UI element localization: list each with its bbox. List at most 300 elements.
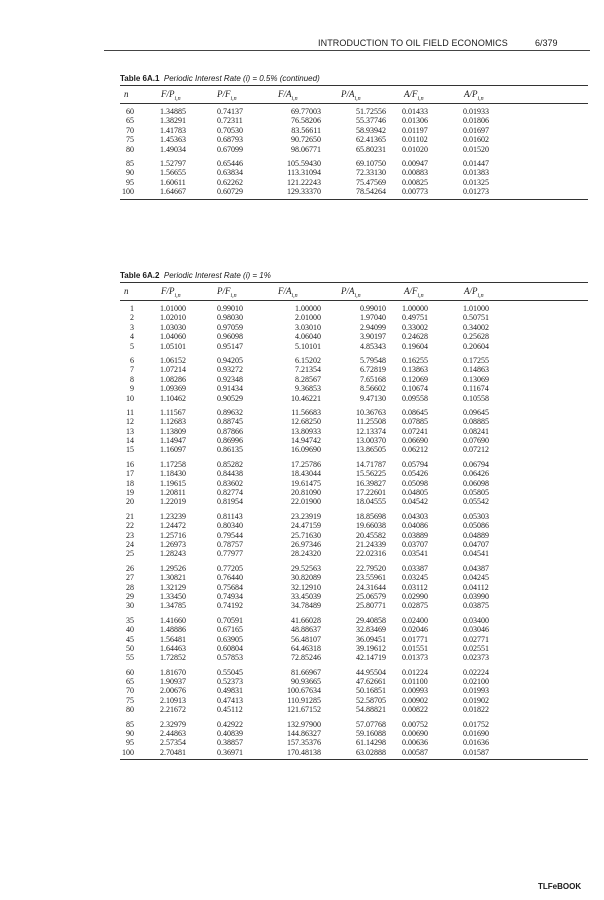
table-body [120,301,588,757]
value-cell: 0.99010 [360,304,386,313]
table-row [120,469,588,478]
table-row [120,427,588,436]
value-cell: 56.48107 [291,634,321,644]
period-cell: 4 [130,332,134,342]
value-cell: 0.05086 [463,521,489,531]
value-cell: 18.04555 [356,497,386,507]
value-cell: 44.95504 [356,667,386,677]
value-cell: 0.08241 [463,426,489,436]
row-group [120,154,588,197]
value-cell: 0.92348 [217,374,243,384]
value-cell: 1.14947 [160,436,186,446]
value-cell: 1.18430 [160,469,186,479]
column-header-subscript: i,n [354,95,361,102]
value-cell: 0.05303 [463,511,489,521]
value-cell: 11.25508 [356,417,386,427]
value-cell: 121.22243 [287,177,321,187]
value-cell: 0.00902 [402,695,428,705]
value-cell: 0.95147 [217,341,243,351]
value-cell: 113.31094 [287,168,321,178]
value-cell: 16.09690 [291,445,321,455]
value-cell: 0.01520 [463,144,489,154]
value-cell: 0.03245 [402,573,428,583]
value-cell: 0.03387 [402,563,428,573]
value-cell: 0.03400 [463,615,489,625]
value-cell: 0.60804 [217,643,243,653]
value-cell: 0.00690 [402,729,428,739]
table-body [120,104,588,197]
period-cell: 95 [126,177,134,187]
value-cell: 0.00825 [402,177,428,187]
value-cell: 1.07214 [160,365,186,375]
footer-watermark: TLFeBOOK [538,882,582,891]
value-cell: 0.02046 [402,625,428,635]
value-cell: 1.32129 [160,582,186,592]
period-cell: 100 [122,747,134,757]
column-header-symbol: F/A [278,89,292,99]
table-row [120,738,588,747]
table-row [120,677,588,686]
value-cell: 0.02400 [402,615,428,625]
period-cell: 29 [126,591,134,601]
value-cell: 0.00883 [402,168,428,178]
column-header-subscript: i,n [230,292,237,299]
value-cell: 0.36971 [217,747,243,757]
value-cell: 105.59430 [287,158,321,168]
value-cell: 2.44863 [160,729,186,739]
value-cell: 0.42922 [217,719,243,729]
period-cell: 60 [126,667,134,677]
value-cell: 22.01900 [291,497,321,507]
value-cell: 64.46318 [291,643,321,653]
value-cell: 0.03990 [463,591,489,601]
value-cell: 0.86996 [217,436,243,446]
value-cell: 0.49751 [402,313,428,323]
value-cell: 0.13069 [463,374,489,384]
value-cell: 1.28243 [160,549,186,559]
value-cell: 0.01993 [463,686,489,696]
period-cell: 23 [126,530,134,540]
value-cell: 1.48886 [160,625,186,635]
value-cell: 0.07241 [402,426,428,436]
value-cell: 0.63834 [217,168,243,178]
period-cell: 15 [126,445,134,455]
value-cell: 0.07885 [402,417,428,427]
table-row [120,668,588,677]
value-cell: 0.01373 [402,653,428,663]
value-cell: 1.26973 [160,539,186,549]
value-cell: 0.91434 [217,384,243,394]
value-cell: 1.23239 [160,511,186,521]
value-cell: 1.01000 [463,304,489,313]
value-cell: 20.45582 [356,530,386,540]
value-cell: 1.34785 [160,601,186,611]
value-cell: 52.58705 [356,695,386,705]
value-cell: 1.05101 [160,341,186,351]
header-rule [104,50,590,51]
value-cell: 0.52373 [217,677,243,687]
value-cell: 0.34002 [463,322,489,332]
table-row [120,394,588,403]
value-cell: 0.70530 [217,125,243,135]
value-cell: 0.40839 [217,729,243,739]
column-header-symbol: F/P [161,286,175,296]
value-cell: 69.77003 [291,107,321,116]
value-cell: 0.77977 [217,549,243,559]
value-cell: 7.21354 [295,365,321,375]
column-header-symbol: A/F [404,286,418,296]
value-cell: 19.66038 [356,521,386,531]
table-row [120,313,588,322]
value-cell: 0.01636 [463,738,489,748]
value-cell: 0.03541 [402,549,428,559]
value-cell: 36.09451 [356,634,386,644]
value-cell: 15.56225 [356,469,386,479]
value-cell: 25.71630 [291,530,321,540]
table-bottom-rule [120,199,588,200]
table-label: Table 6A.2 [120,271,160,280]
value-cell: 0.05426 [402,469,428,479]
value-cell: 0.89632 [217,407,243,417]
value-cell: 63.02888 [356,747,386,757]
period-cell: 12 [126,417,134,427]
column-header [161,89,181,102]
value-cell: 0.67099 [217,144,243,154]
value-cell: 12.68250 [291,417,321,427]
value-cell: 0.03707 [402,539,428,549]
value-cell: 1.64463 [160,643,186,653]
value-cell: 83.56611 [291,125,321,135]
value-cell: 0.72311 [217,116,243,126]
value-cell: 3.03010 [295,322,321,332]
value-cell: 0.04541 [463,549,489,559]
value-cell: 29.40858 [356,615,386,625]
value-cell: 0.19604 [402,341,428,351]
column-header-symbol: n [124,286,129,296]
value-cell: 9.47130 [360,393,386,403]
value-cell: 0.04707 [463,539,489,549]
value-cell: 0.01587 [463,747,489,757]
period-cell: 100 [122,187,134,197]
value-cell: 100.67634 [287,686,321,696]
value-cell: 0.90529 [217,393,243,403]
column-header [124,89,129,99]
value-cell: 1.20811 [160,488,186,498]
period-cell: 80 [126,705,134,715]
column-header [161,286,181,299]
value-cell: 0.96098 [217,332,243,342]
value-cell: 25.80771 [356,601,386,611]
value-cell: 17.22601 [356,488,386,498]
value-cell: 0.01822 [463,705,489,715]
value-cell: 0.08885 [463,417,489,427]
value-cell: 2.57354 [160,738,186,748]
value-cell: 18.43044 [291,469,321,479]
period-cell: 95 [126,738,134,748]
column-header-symbol: F/P [161,89,175,99]
value-cell: 0.60729 [217,187,243,197]
value-cell: 12.13374 [356,426,386,436]
period-cell: 1 [130,304,134,313]
table-row [120,625,588,634]
value-cell: 0.25628 [463,332,489,342]
period-cell: 3 [130,322,134,332]
value-cell: 78.54264 [356,187,386,197]
value-cell: 0.74137 [217,107,243,116]
value-cell: 0.02875 [402,601,428,611]
table-row [120,686,588,695]
value-cell: 3.90197 [360,332,386,342]
column-header-subscript: i,n [230,95,237,102]
value-cell: 90.93665 [291,677,321,687]
value-cell: 26.97346 [291,539,321,549]
period-cell: 20 [126,497,134,507]
value-cell: 0.01306 [402,116,428,126]
period-cell: 90 [126,729,134,739]
period-cell: 17 [126,469,134,479]
value-cell: 6.15202 [295,355,321,365]
value-cell: 0.06690 [402,436,428,446]
table-row [120,145,588,154]
period-cell: 75 [126,135,134,145]
period-cell: 70 [126,125,134,135]
value-cell: 2.10913 [160,695,186,705]
value-cell: 5.10101 [295,341,321,351]
table-row [120,107,588,116]
value-cell: 1.08286 [160,374,186,384]
value-cell: 132.97900 [287,719,321,729]
period-cell: 5 [130,341,134,351]
table-row [120,653,588,662]
period-cell: 16 [126,459,134,469]
value-cell: 0.07212 [463,445,489,455]
period-cell: 90 [126,168,134,178]
value-cell: 0.00752 [402,719,428,729]
period-cell: 21 [126,511,134,521]
value-cell: 9.36853 [295,384,321,394]
period-cell: 70 [126,686,134,696]
value-cell: 121.67152 [287,705,321,715]
value-cell: 0.10674 [402,384,428,394]
table-row [120,601,588,610]
value-cell: 0.04387 [463,563,489,573]
value-cell: 81.66967 [291,667,321,677]
table-row [120,384,588,393]
table-row [120,512,588,521]
row-group [120,104,588,154]
table-row [120,583,588,592]
value-cell: 57.07768 [356,719,386,729]
value-cell: 0.75684 [217,582,243,592]
value-cell: 0.83602 [217,478,243,488]
value-cell: 0.82774 [217,488,243,498]
value-cell: 14.71787 [356,459,386,469]
value-cell: 24.31644 [356,582,386,592]
value-cell: 1.41783 [160,125,186,135]
period-cell: 6 [130,355,134,365]
row-group [120,715,588,758]
value-cell: 0.62262 [217,177,243,187]
value-cell: 2.32979 [160,719,186,729]
value-cell: 0.74192 [217,601,243,611]
value-cell: 4.06040 [295,332,321,342]
period-cell: 40 [126,625,134,635]
table-title: Periodic Interest Rate (i) = 1% [163,271,271,280]
value-cell: 0.06212 [402,445,428,455]
value-cell: 0.00822 [402,705,428,715]
period-cell: 50 [126,643,134,653]
value-cell: 1.97040 [360,313,386,323]
value-cell: 0.79544 [217,530,243,540]
period-cell: 30 [126,601,134,611]
table-row [120,540,588,549]
period-cell: 2 [130,313,134,323]
period-cell: 26 [126,563,134,573]
value-cell: 33.45039 [291,591,321,601]
value-cell: 55.37746 [356,116,386,126]
table-row [120,342,588,351]
period-cell: 24 [126,539,134,549]
value-cell: 5.79548 [360,355,386,365]
value-cell: 129.33370 [287,187,321,197]
column-header-symbol: F/A [278,286,292,296]
table-row [120,365,588,374]
value-cell: 1.25716 [160,530,186,540]
value-cell: 0.77205 [217,563,243,573]
value-cell: 110.91285 [287,695,321,705]
table-row [120,168,588,177]
value-cell: 0.00636 [402,738,428,748]
value-cell: 1.72852 [160,653,186,663]
value-cell: 0.63905 [217,634,243,644]
value-cell: 1.52797 [160,158,186,168]
value-cell: 0.57853 [217,653,243,663]
value-cell: 34.78489 [291,601,321,611]
row-group [120,403,588,455]
value-cell: 0.00993 [402,686,428,696]
table-row [120,408,588,417]
table-row [120,417,588,426]
value-cell: 1.64667 [160,187,186,197]
value-cell: 0.01447 [463,158,489,168]
table-row [120,178,588,187]
value-cell: 0.50751 [463,313,489,323]
column-header [278,286,298,299]
value-cell: 0.08645 [402,407,428,417]
table-row [120,748,588,757]
period-cell: 19 [126,488,134,498]
table-row [120,549,588,558]
value-cell: 0.13863 [402,365,428,375]
value-cell: 0.12069 [402,374,428,384]
value-cell: 0.06426 [463,469,489,479]
value-cell: 2.00676 [160,686,186,696]
table-row [120,375,588,384]
value-cell: 13.80933 [291,426,321,436]
value-cell: 28.24320 [291,549,321,559]
column-header [404,89,424,102]
value-cell: 0.01197 [402,125,428,135]
value-cell: 1.33450 [160,591,186,601]
value-cell: 0.05542 [463,497,489,507]
value-cell: 0.45112 [217,705,243,715]
value-cell: 69.10750 [356,158,386,168]
value-cell: 10.46221 [291,393,321,403]
table-row [120,479,588,488]
value-cell: 0.85282 [217,459,243,469]
value-cell: 50.16851 [356,686,386,696]
value-cell: 0.02771 [463,634,489,644]
column-header-symbol: P/A [341,89,355,99]
table-row [120,497,588,506]
value-cell: 32.83469 [356,625,386,635]
value-cell: 17.25786 [291,459,321,469]
table-row [120,304,588,313]
table-row [120,729,588,738]
value-cell: 0.01771 [402,634,428,644]
value-cell: 1.11567 [160,407,186,417]
period-cell: 85 [126,158,134,168]
running-head [0,0,604,50]
value-cell: 6.72819 [360,365,386,375]
value-cell: 4.85343 [360,341,386,351]
period-cell: 80 [126,144,134,154]
value-cell: 0.01551 [402,643,428,653]
value-cell: 170.48138 [287,747,321,757]
column-header-symbol: P/F [217,286,231,296]
value-cell: 7.65168 [360,374,386,384]
table-row [120,616,588,625]
value-cell: 8.56602 [360,384,386,394]
value-cell: 0.86135 [217,445,243,455]
value-cell: 0.74934 [217,591,243,601]
value-cell: 0.02100 [463,677,489,687]
value-cell: 18.85698 [356,511,386,521]
column-header-symbol: A/F [404,89,418,99]
period-cell: 13 [126,426,134,436]
column-header-symbol: A/P [464,89,478,99]
value-cell: 14.94742 [291,436,321,446]
table-row [120,705,588,714]
row-group [120,663,588,715]
value-cell: 21.24339 [356,539,386,549]
table-row [120,126,588,135]
value-cell: 0.03889 [402,530,428,540]
value-cell: 0.88745 [217,417,243,427]
value-cell: 0.01690 [463,729,489,739]
table-row [120,531,588,540]
column-header-subscript: i,n [417,95,424,102]
value-cell: 0.76440 [217,573,243,583]
value-cell: 1.00000 [402,304,428,313]
value-cell: 144.86327 [287,729,321,739]
period-cell: 35 [126,615,134,625]
value-cell: 0.14863 [463,365,489,375]
row-group [120,507,588,559]
table-row [120,135,588,144]
value-cell: 0.55045 [217,667,243,677]
period-cell: 27 [126,573,134,583]
table-row [120,332,588,341]
value-cell: 2.94099 [360,322,386,332]
period-cell: 85 [126,719,134,729]
row-group [120,611,588,663]
value-cell: 0.04805 [402,488,428,498]
value-cell: 65.80231 [356,144,386,154]
value-cell: 48.88637 [291,625,321,635]
value-cell: 0.99010 [217,304,243,313]
value-cell: 0.70591 [217,615,243,625]
